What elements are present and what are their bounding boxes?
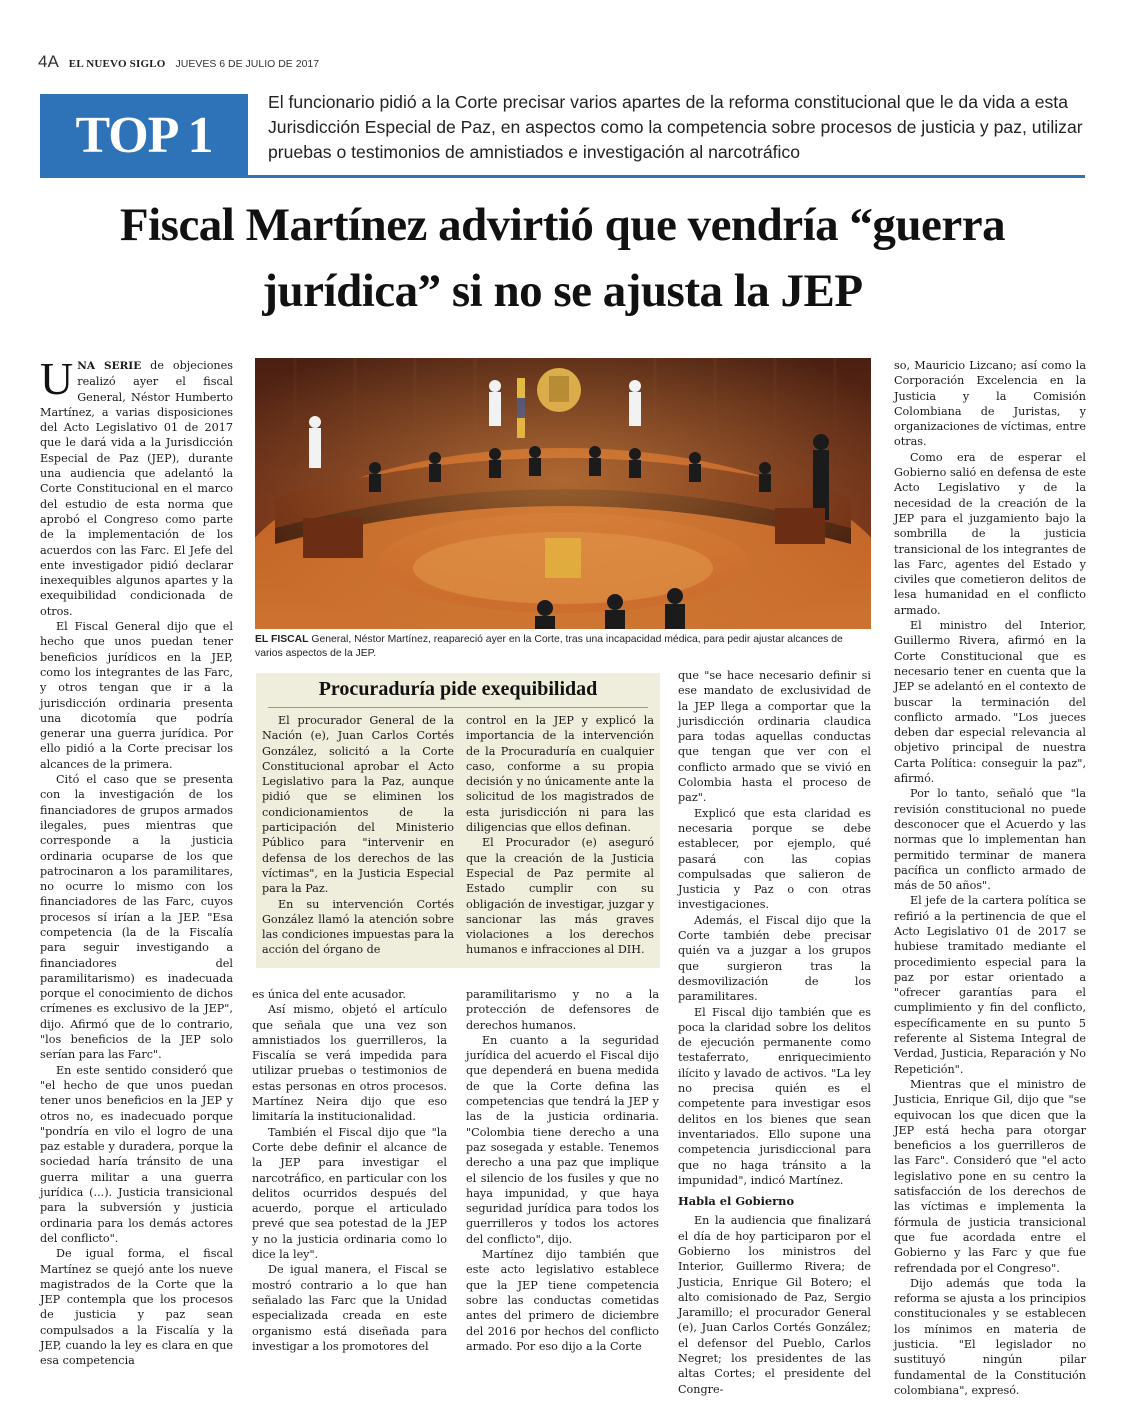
caption-text: General, Néstor Martínez, reapareció ayer en la Corte, tras una incapacidad médica, para pedir ajustar alcances de varios aspectos de la JEP.	[255, 634, 843, 659]
paragraph: De igual forma, el fiscal Martínez se quejó ante los nueve magistrados de la Corte que la JEP contempla que los procesos de justicia y paz sean compulsados a la Fiscalía y la JEP, cuando la ley es clara en que esa competencia	[40, 1247, 233, 1368]
paragraph: El ministro del Interior, Guillermo Rivera, afirmó en la Corte Constitucional que es necesario tener en cuenta que la JEP se adelantó en el contexto de buscar la terminación del conflicto armado. "Los jueces deben dar especial relevancia al objetivo principal de nuestra Carta Política: conseguir la paz", afirmó.	[894, 619, 1086, 786]
sidebar-title: Procuraduría pide exequibilidad	[318, 678, 598, 700]
column-3	[466, 987, 659, 1354]
paragraph: Por lo tanto, señaló que "la revisión constitucional no puede desconocer que el Acuerdo y las normas que lo implementan han permitido terminar de manera pacífica un conflicto armado de más de 50 años".	[894, 787, 1086, 893]
lead-paragraph	[40, 353, 233, 619]
paragraph: Así mismo, objetó el artículo que señala que una vez son amnistiados los guerrilleros, la Fiscalía se verá impedida para utilizar pruebas o testimonios de estas personas en otros procesos. Martínez Neira dijo que eso limitaría la institucionalidad.	[252, 1003, 447, 1124]
article-deck: El funcionario pidió a la Corte precisar varios apartes de la reforma constitucional que le da vida a esta Jurisdicción Especial de Paz, en aspectos como la competencia sobre procesos de justicia y paz, utilizar pruebas o testimonios de amnistiados e investigación al narcotráfico	[268, 92, 1083, 162]
drop-cap: U	[40, 353, 74, 404]
column-1	[40, 353, 233, 1369]
article-headline: Fiscal Martínez advirtió que vendría “guerra jurídica” si no se ajusta la JEP	[119, 199, 1006, 317]
page-number: 4A	[38, 52, 59, 71]
paragraph: Martínez dijo también que este acto legislativo establece que la JEP tiene competencia sobre las conductas cometidas antes del primero de diciembre del 2016 por hechos del conflicto armado. Por eso dijo a la Corte	[466, 1248, 659, 1353]
paragraph: so, Mauricio Lizcano; así como la Corporación Excelencia en la Justicia y la Comisión Colombiana de Juristas, y organizaciones de víctimas, entre otras.	[894, 359, 1086, 449]
newspaper-name: EL NUEVO SIGLO	[68, 58, 166, 70]
paragraph-text: de objeciones realizó ayer el fiscal General, Néstor Humberto Martínez, a varias disposiciones del Acto Legislativo 01 de 2017 que le dará vida a la Jurisdicción Especial de Paz (JEP), durante una audiencia que adelantó la Corte Constitucional en el marco del estudio de esta norma que aprobó el Congreso como parte de la implementación de los acuerdos con las Farc. El Jefe del ente investigador pidió declarar inexequibles algunos apartes y la exequibilidad condicionada de otros.	[40, 359, 233, 618]
paragraph: control en la JEP y explicó la importancia de la intervención de la Procuraduría en cualquier caso, conforme a su propia decisión y no únicamente ante la solicitud de los magistrados de esta jurisdicción ni para las diligencias que ellos definan.	[466, 714, 654, 835]
paragraph: Citó el caso que se presenta con la investigación de los financiadores de grupos armados ilegales, pues mientras que corresponde a la justicia ordinaria ocuparse de los que patrocinaron a los paramilitares, no ocurre lo mismo con los financiadores de las Farc, cuyos procesos sí irían a la JEP. "Esa competencia (la de la Fiscalía para seguir investigando a financiadores del paramilitarismo) es inadecuada porque el conocimiento de dichos crímenes es exclusivo de la JEP", dijo. Afirmó que de lo contrario, "los beneficios de la JEP solo serían para las Farc".	[40, 773, 233, 1062]
subhead: Habla el Gobierno	[678, 1194, 795, 1209]
paragraph: Como era de esperar el Gobierno salió en defensa de este Acto Legislativo y de la necesidad de la creación de la JEP para el juzgamiento bajo la sombrilla de la justicia transicional de los integrantes de las Farc, agentes del Estado y civiles que cometieron delitos de lesa humanidad en el conflicto armado.	[894, 450, 1086, 617]
paragraph: En este sentido consideró que "el hecho de que unos puedan tener unos beneficios en la JEP y otros no, es inadecuado porque "pondría en vilo el logro de una paz estable y duradera, porque la sociedad haría tránsito de una guerra militar a una guerra jurídica (...). Justicia transicional para la subversión y justicia ordinaria para los demás actores del conflicto".	[40, 1063, 233, 1245]
paragraph: De igual manera, el Fiscal se mostró contrario a lo que han señalado las Farc que la Unidad especializada creada en este organismo está diseñada para investigar a los promotores del	[252, 1263, 447, 1353]
page-folio	[38, 52, 319, 72]
sidebar-rule	[268, 707, 648, 708]
paragraph: En la audiencia que finalizará el día de hoy participaron por el Gobierno los ministros del Interior, Guillermo Rivera; de Justicia, Enrique Gil Botero; el alto comisionado de Paz, Sergio Jaramillo; el procurador General (e), Juan Carlos Cortés González; el defensor del Pueblo, Carlos Negret; los presidentes de las altas Cortes; el presidente del Congre-	[678, 1214, 871, 1396]
caption-lead: EL FISCAL	[255, 634, 309, 645]
paragraph: En cuanto a la seguridad jurídica del acuerdo el Fiscal dijo que dependerá en buena medida de que la Corte defina las competencias que tendrá la JEP y las de la justicia ordinaria. "Colombia tiene derecho a una paz sosegada y estable. Tenemos derecho a una paz que implique el silencio de los fusiles y que no haya impunidad, y que haya seguridad jurídica para todos los guerrilleros y todos los actores del conflicto", dijo.	[466, 1033, 659, 1246]
deck-divider	[40, 175, 1085, 178]
paragraph: El Fiscal General dijo que el hecho que unos puedan tener beneficios jurídicos en la JEP, como los integrantes de las Farc, y otros tengan que ir a la jurisdicción ordinaria presenta una dicotomía que podría generar una guerra jurídica. Por ello pidió a la Corte precisar los alcances de la primera.	[40, 620, 233, 771]
issue-date: JUEVES 6 DE JULIO DE 2017	[175, 58, 320, 70]
column-2	[252, 987, 447, 1354]
paragraph: paramilitarismo y no a la protección de defensores de derechos humanos.	[466, 988, 659, 1032]
paragraph: El jefe de la cartera política se refirió a la pertinencia de que el Acto Legislativo 01 de 2017 se hubiese tramitado mediante el procedimiento especial para la paz por estar orientado a "ofrecer garantías para el cumplimiento y fin del conflicto, específicamente en su punto 5 referente al Sistema Integral de Verdad, Justicia, Reparación y No Repetición".	[894, 894, 1086, 1076]
column-5	[894, 358, 1086, 1398]
paragraph: El procurador General de la Nación (e), Juan Carlos Cortés González, solicitó a la Corte Constitucional aprobar el Acto Legislativo para la Paz, aunque pidió que se eliminen los condicionamientos de la participación del Ministerio Público para "intervenir en defensa de los derechos de las víctimas", en la Justicia Especial para la Paz.	[262, 714, 454, 896]
paragraph: es única del ente acusador.	[252, 988, 406, 1001]
top-label: TOP 1	[75, 106, 213, 164]
paragraph: Mientras que el ministro de Justicia, Enrique Gil, dijo que "se equivocan los que dicen que la JEP está hecha para otorgar beneficios a los guerrilleros de las Farc". Consideró que "el acto legislativo pone en su centro la satisfacción de los derechos de las víctimas e implementa la fórmula de justicia transicional que fue acordada entre el Gobierno y las Farc y que fue refrendada por el Congreso".	[894, 1077, 1086, 1275]
sidebar-column-2	[466, 713, 654, 958]
courtroom-photo	[255, 358, 871, 629]
paragraph: En su intervención Cortés González llamó la atención sobre las condiciones impuestas para la acción del órgano de	[262, 897, 454, 957]
paragraph: El Fiscal dijo también que es poca la claridad sobre los delitos de ejecución permanente como testaferrato, enriquecimiento ilícito y lavado de activos. "La ley no precisa quién es el competente para investigar esos delitos en los bienes que sean inventariados. Ello supone una competencia jurisdiccional para que no haga tránsito a la impunidad", indicó Martínez.	[678, 1005, 871, 1187]
top-label-box	[40, 94, 248, 176]
paragraph: El Procurador (e) aseguró que la creación de la Justicia Especial de Paz permite al Estado cumplir con su obligación de investigar, juzgar y sancionar las más graves violaciones a los derechos humanos e infracciones al DIH.	[466, 836, 654, 957]
sidebar-column-1	[262, 713, 454, 958]
column-4	[678, 668, 871, 1397]
paragraph: Dijo además que toda la reforma se ajusta a los principios constitucionales y se establecen los mínimos en materia de justicia. "El legislador no sustituyó ningún pilar fundamental de la Constitución colombiana", expresó.	[894, 1276, 1086, 1397]
photo-caption	[255, 633, 871, 661]
lead-words: NA SERIE	[77, 360, 142, 372]
paragraph: que "se hace necesario definir si ese mandato de exclusividad de la JEP llega a comportar que la jurisdicción ordinaria claudica para todas aquellas conductas que tengan que ver con el conflicto armado que se vivió en Colombia hasta el proceso de paz".	[678, 669, 871, 805]
paragraph: También el Fiscal dijo que "la Corte debe definir el alcance de la JEP para investigar el narcotráfico, en particular con los delitos ocurridos después del acuerdo, porque el articulado prevé que sea potestad de la JEP y no la justicia ordinaria como lo dice la ley".	[252, 1125, 447, 1262]
paragraph: Explicó que esta claridad es necesaria porque se debe establecer, por ejemplo, qué pasará con las copias compulsadas que salieron de Justicia y Paz o con otras investigaciones.	[678, 806, 871, 912]
paragraph: Además, el Fiscal dijo que la Corte también debe precisar quién va a juzgar a los grupos que surgieron tras la desmovilización de los paramilitares.	[678, 913, 871, 1004]
